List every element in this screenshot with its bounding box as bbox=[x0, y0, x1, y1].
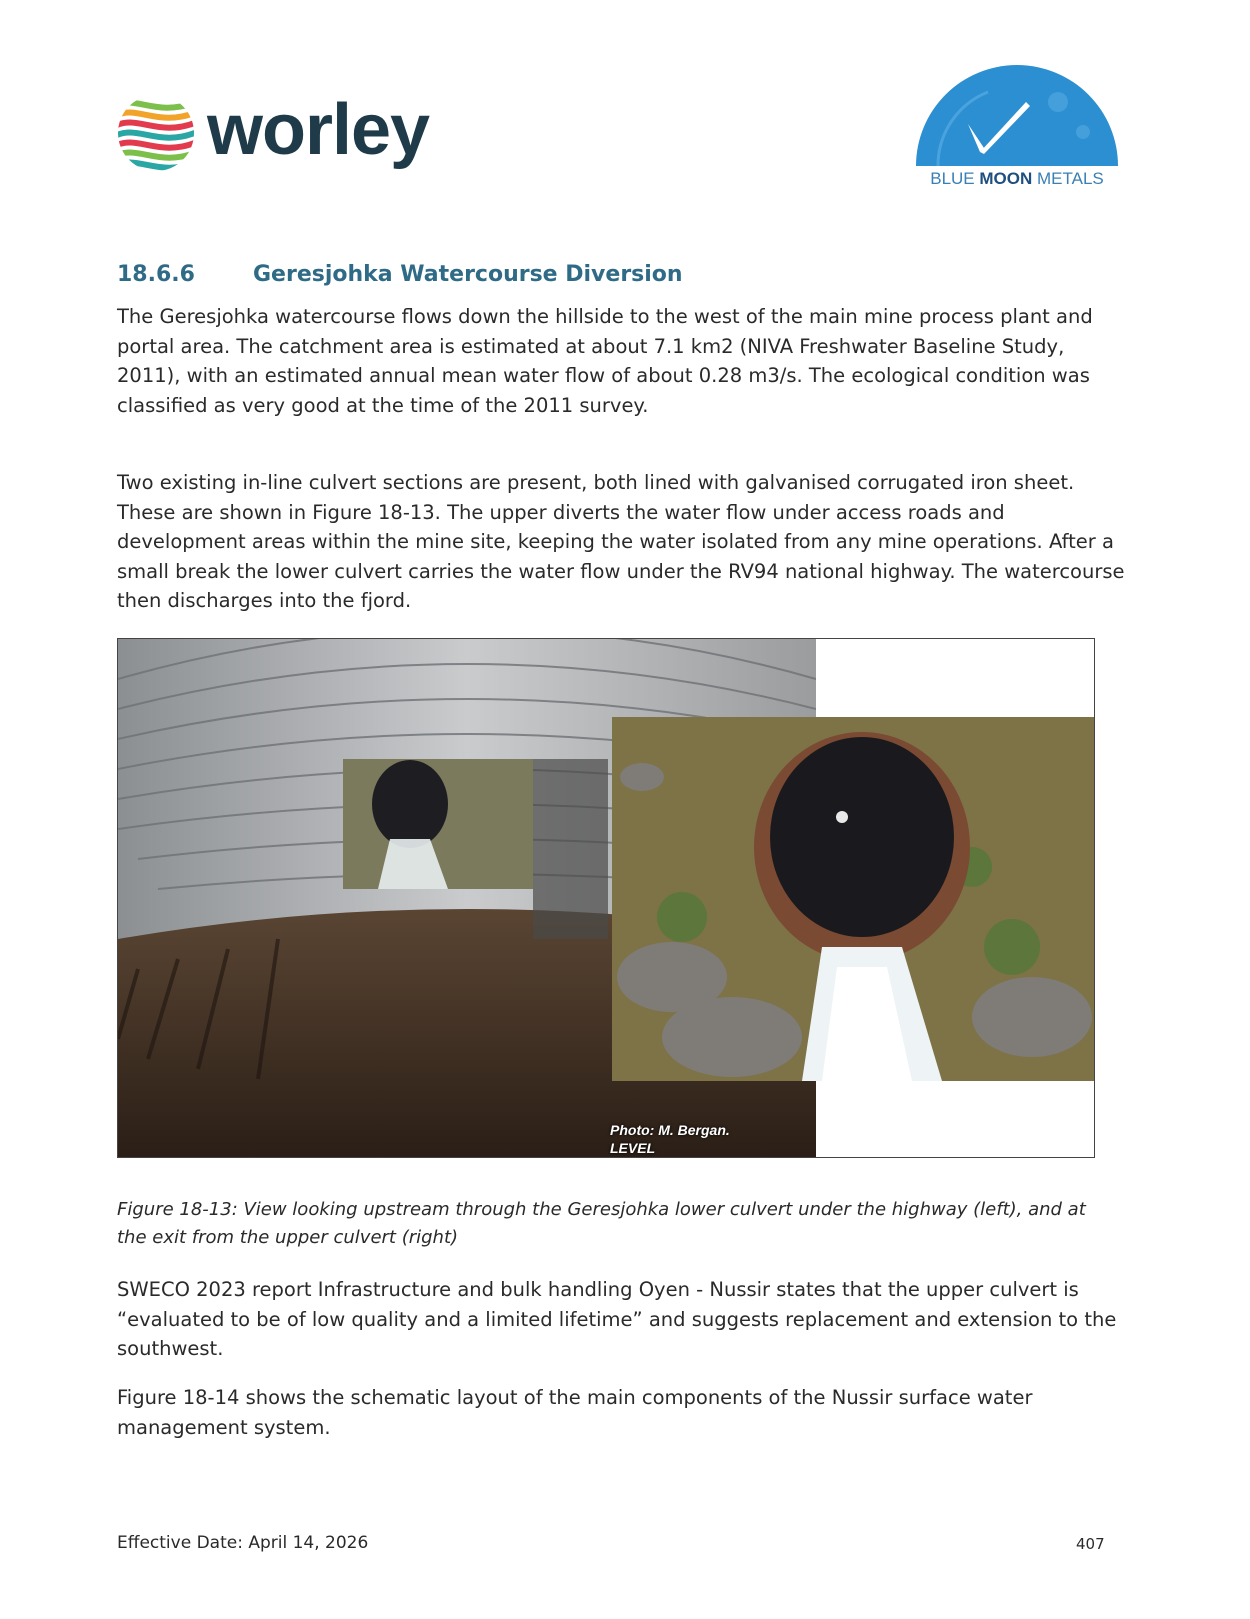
effective-date: Effective Date: April 14, 2026 bbox=[117, 1533, 369, 1553]
body-paragraph: SWECO 2023 report Infrastructure and bulk handling Oyen - Nussir states that the upper culvert is “evaluated to be of low quality and a limited lifetime” and suggests replacement and extension to the southwest. bbox=[117, 1278, 1117, 1360]
blue-moon-metals-logo bbox=[908, 62, 1126, 192]
blue-moon-metals-wordmark: BLUE MOON METALS bbox=[930, 169, 1104, 188]
worley-logo bbox=[115, 88, 455, 178]
figure-18-13 bbox=[117, 638, 1095, 1158]
upper-culvert-exit-photo bbox=[612, 717, 1095, 1081]
moon-dial-icon bbox=[908, 62, 1126, 170]
section-title: Geresjohka Watercourse Diversion bbox=[253, 262, 683, 287]
section-heading bbox=[117, 262, 683, 287]
worley-swirl-icon bbox=[115, 92, 197, 174]
photo-credit: Photo: M. Bergan. LEVEL bbox=[610, 1122, 730, 1156]
body-paragraph: Two existing in-line culvert sections are present, both lined with galvanised corrugated iron sheet. These are shown in Figure 18-13. The upper diverts the water flow under access roads and development areas within the mine site, keeping the water isolated from any mine operations. After a small break the lower culvert carries the water flow under the RV94 national highway. The watercourse then discharges into the fjord. bbox=[117, 471, 1125, 612]
page-number: 407 bbox=[1076, 1535, 1105, 1553]
figure-caption: Figure 18-13: View looking upstream through the Geresjohka lower culvert under the highway (left), and at the exit from the upper culvert (right) bbox=[117, 1199, 1086, 1248]
section-number: 18.6.6 bbox=[117, 262, 195, 287]
body-paragraph: The Geresjohka watercourse flows down the hillside to the west of the main mine process plant and portal area. The catchment area is estimated at about 7.1 km2 (NIVA Freshwater Baseline Study, 2011), with an estimated annual mean water flow of about 0.28 m3/s. The ecological condition was classified as very good at the time of the 2011 survey. bbox=[117, 305, 1093, 417]
worley-wordmark: worley bbox=[207, 90, 430, 170]
body-paragraph: Figure 18-14 shows the schematic layout of the main components of the Nussir surface water management system. bbox=[117, 1386, 1033, 1439]
